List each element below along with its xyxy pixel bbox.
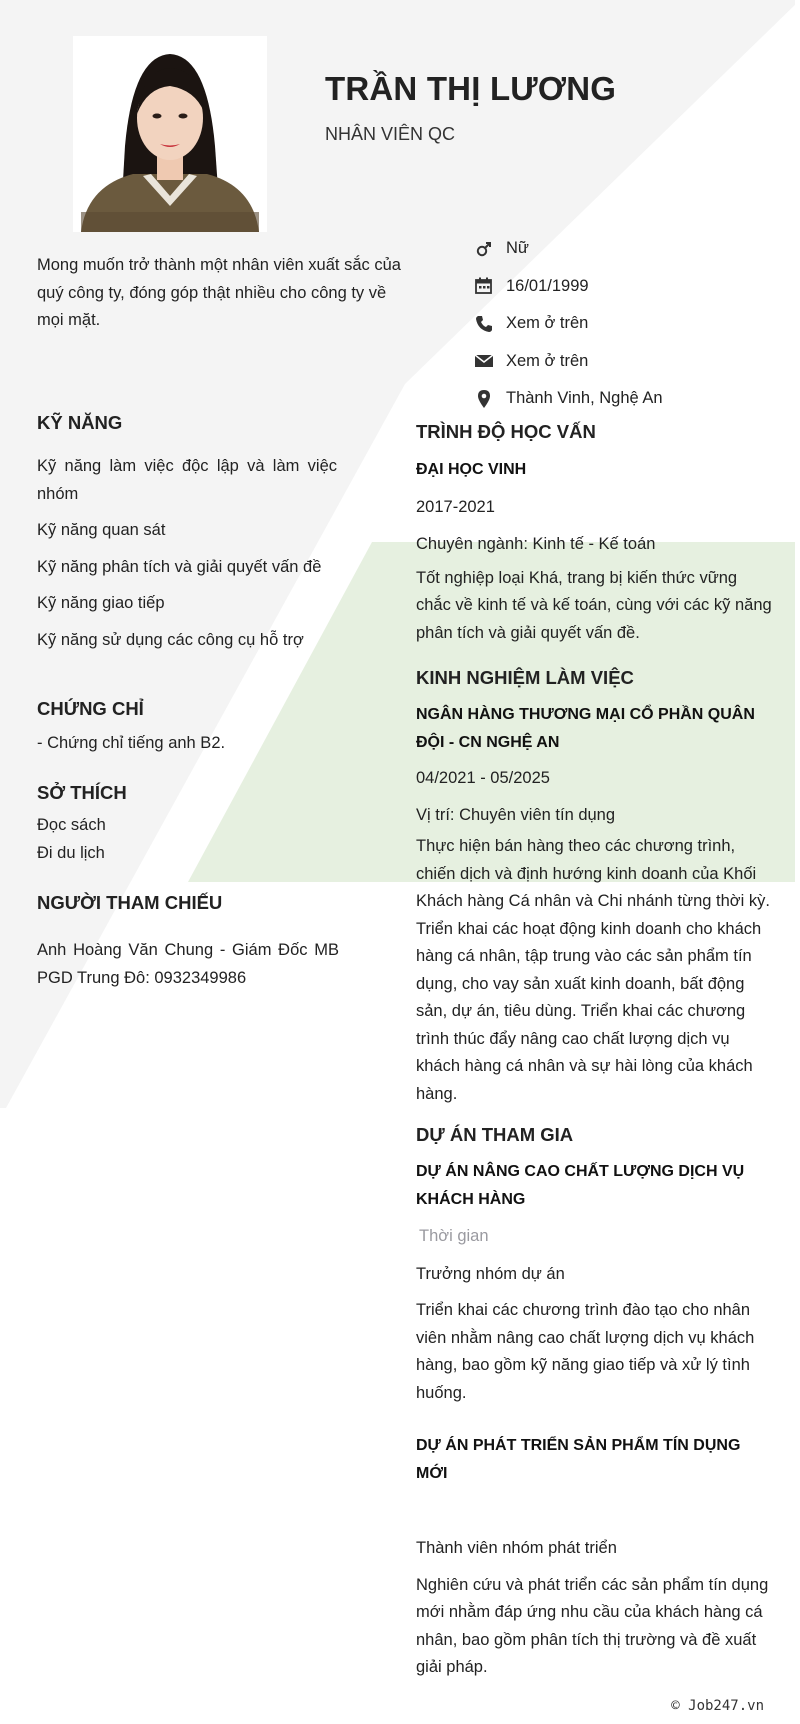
experience-role: Vị trí: Chuyên viên tín dụng bbox=[416, 805, 616, 824]
skill-item: Kỹ năng làm việc độc lập và làm việc nhóm bbox=[37, 457, 337, 503]
contact-email-text: Xem ở trên bbox=[506, 351, 589, 370]
location-icon bbox=[472, 388, 496, 410]
project-description: Triển khai các chương trình đào tạo cho nhân viên nhằm nâng cao chất lượng dịch vụ khách hàng, bao gồm kỹ năng giao tiếp và xử lý tình huống. bbox=[416, 1301, 755, 1402]
hobbies-list bbox=[37, 812, 106, 867]
education-major: Chuyên ngành: Kinh tế - Kế toán bbox=[416, 535, 656, 553]
right-column bbox=[416, 421, 776, 1682]
footer-watermark: © Job247.vn bbox=[671, 1698, 764, 1714]
experience-company: NGÂN HÀNG THƯƠNG MẠI CỔ PHẦN QUÂN ĐỘI - CN NGHỆ AN bbox=[416, 706, 755, 751]
projects-title: DỰ ÁN THAM GIA bbox=[416, 1124, 574, 1145]
skill-item: Kỹ năng giao tiếp bbox=[37, 594, 165, 612]
contact-address bbox=[472, 380, 792, 418]
career-objective: Mong muốn trở thành một nhân viên xuất sắc của quý công ty, đóng góp thật nhiều cho công ty về mọi mặt. bbox=[37, 256, 401, 329]
contact-email bbox=[472, 343, 792, 381]
reference-text: Anh Hoàng Văn Chung - Giám Đốc MB PGD Trung Đô: 0932349986 bbox=[37, 941, 339, 987]
education-period: 2017-2021 bbox=[416, 497, 495, 516]
contact-birthday-text: 16/01/1999 bbox=[506, 276, 589, 295]
contact-phone bbox=[472, 305, 792, 343]
contact-info bbox=[472, 230, 792, 418]
experience-description: Thực hiện bán hàng theo các chương trình, chiến dịch và định hướng kinh doanh của Khối Khách hàng Cá nhân và Chi nhánh từng thời kỳ. Triển khai các hoạt động kinh doanh cho khách hàng cá nhân, tập trung vào các sản phẩm tín dụng, cho vay sản xuất kinh doanh, bất động sản, dự án, tiêu dùng. Triển khai các chương trình thúc đẩy nâng cao chất lượng dịch vụ khách hàng cá nhân và sự hài lòng của khách hàng. bbox=[416, 837, 770, 1103]
contact-gender-text: Nữ bbox=[506, 239, 529, 258]
certificate-item: - Chứng chỉ tiếng anh B2. bbox=[37, 734, 226, 752]
skills-list bbox=[37, 453, 337, 654]
phone-icon bbox=[472, 313, 496, 335]
project-role: Thành viên nhóm phát triển bbox=[416, 1539, 617, 1557]
experience-period: 04/2021 - 05/2025 bbox=[416, 769, 550, 787]
candidate-position: NHÂN VIÊN QC bbox=[325, 124, 456, 144]
certificates-title: CHỨNG CHỈ bbox=[37, 698, 144, 719]
hobbies-title: SỞ THÍCH bbox=[37, 782, 127, 803]
gender-icon bbox=[472, 238, 496, 260]
skill-item: Kỹ năng phân tích và giải quyết vấn đề bbox=[37, 557, 322, 576]
hobby-item: Đi du lịch bbox=[37, 843, 105, 862]
education-description: Tốt nghiệp loại Khá, trang bị kiến thức vững chắc về kinh tế và kế toán, cùng với các kỹ năng phân tích và giải quyết vấn đề. bbox=[416, 568, 772, 642]
skill-item: Kỹ năng sử dụng các công cụ hỗ trợ bbox=[37, 630, 304, 649]
project-name: DỰ ÁN PHÁT TRIỂN SẢN PHẨM TÍN DỤNG MỚI bbox=[416, 1437, 741, 1482]
education-title: TRÌNH ĐỘ HỌC VẤN bbox=[416, 421, 596, 442]
hobby-item: Đọc sách bbox=[37, 816, 106, 834]
candidate-name: TRẦN THỊ LƯƠNG bbox=[325, 70, 617, 107]
project-name: DỰ ÁN NÂNG CAO CHẤT LƯỢNG DỊCH VỤ KHÁCH HÀNG bbox=[416, 1163, 745, 1208]
contact-address-text: Thành Vinh, Nghệ An bbox=[506, 389, 663, 408]
contact-phone-text: Xem ở trên bbox=[506, 314, 589, 333]
references-title: NGƯỜI THAM CHIẾU bbox=[37, 892, 223, 913]
education-school: ĐẠI HỌC VINH bbox=[416, 461, 527, 478]
calendar-icon bbox=[472, 275, 496, 297]
right-white-edge bbox=[795, 0, 800, 1724]
project-description: Nghiên cứu và phát triển các sản phẩm tín dụng mới nhằm đáp ứng nhu cầu của khách hàng cá nhân, bao gồm phân tích thị trường và đề xuất giải pháp. bbox=[416, 1575, 769, 1676]
project-time-placeholder: Thời gian bbox=[419, 1227, 489, 1245]
experience-title: KINH NGHIỆM LÀM VIỆC bbox=[416, 667, 634, 688]
project-role: Trưởng nhóm dự án bbox=[416, 1264, 565, 1283]
contact-gender bbox=[472, 230, 792, 268]
contact-birthday bbox=[472, 268, 792, 306]
skill-item: Kỹ năng quan sát bbox=[37, 521, 166, 539]
email-icon bbox=[472, 350, 496, 372]
profile-photo bbox=[73, 36, 267, 232]
skills-title: KỸ NĂNG bbox=[37, 412, 123, 433]
